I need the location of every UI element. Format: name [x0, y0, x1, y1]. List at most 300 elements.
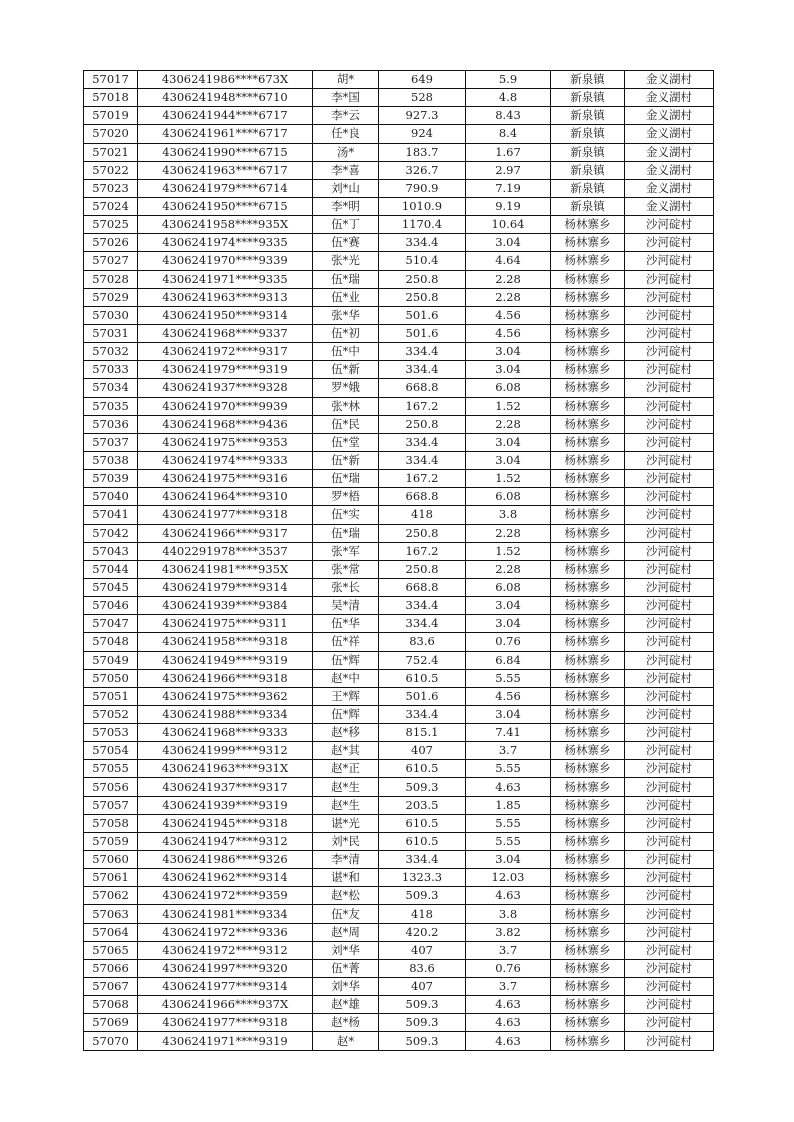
township-cell: 杨林寨乡	[551, 1014, 625, 1032]
township-cell: 杨林寨乡	[551, 578, 625, 596]
table-row	[84, 361, 714, 379]
village-cell: 沙河碇村	[625, 234, 714, 252]
table-row	[84, 324, 714, 342]
township-cell: 杨林寨乡	[551, 506, 625, 524]
name-cell: 胡*	[313, 71, 379, 89]
id-number-cell: 4306241972****9317	[138, 343, 313, 361]
township-cell: 杨林寨乡	[551, 651, 625, 669]
amount-cell: 790.9	[379, 179, 466, 197]
id-number-cell: 4306241981****935X	[138, 560, 313, 578]
name-cell: 伍*丁	[313, 216, 379, 234]
table-row	[84, 71, 714, 89]
village-cell: 金义湖村	[625, 107, 714, 125]
amount-cell: 509.3	[379, 996, 466, 1014]
name-cell: 赵*生	[313, 796, 379, 814]
area-cell: 4.8	[466, 89, 551, 107]
table-row	[84, 796, 714, 814]
village-cell: 金义湖村	[625, 125, 714, 143]
township-cell: 杨林寨乡	[551, 597, 625, 615]
id-number-cell: 4306241979****9314	[138, 578, 313, 596]
township-cell: 杨林寨乡	[551, 560, 625, 578]
village-cell: 沙河碇村	[625, 760, 714, 778]
id-number-cell: 4306241972****9336	[138, 923, 313, 941]
amount-cell: 1170.4	[379, 216, 466, 234]
village-cell: 沙河碇村	[625, 488, 714, 506]
village-cell: 沙河碇村	[625, 978, 714, 996]
name-cell: 汤*	[313, 143, 379, 161]
amount-cell: 334.4	[379, 234, 466, 252]
township-cell: 新泉镇	[551, 107, 625, 125]
table-row	[84, 125, 714, 143]
village-cell: 沙河碇村	[625, 343, 714, 361]
serial-cell: 57047	[84, 615, 138, 633]
name-cell: 张*光	[313, 252, 379, 270]
table-row	[84, 433, 714, 451]
serial-cell: 57061	[84, 869, 138, 887]
name-cell: 李*云	[313, 107, 379, 125]
amount-cell: 334.4	[379, 705, 466, 723]
amount-cell: 420.2	[379, 923, 466, 941]
area-cell: 6.84	[466, 651, 551, 669]
serial-cell: 57038	[84, 451, 138, 469]
amount-cell: 815.1	[379, 724, 466, 742]
township-cell: 杨林寨乡	[551, 814, 625, 832]
village-cell: 沙河碇村	[625, 252, 714, 270]
name-cell: 伍*友	[313, 905, 379, 923]
amount-cell: 326.7	[379, 161, 466, 179]
id-number-cell: 4306241947****9312	[138, 832, 313, 850]
name-cell: 伍*民	[313, 415, 379, 433]
township-cell: 杨林寨乡	[551, 234, 625, 252]
village-cell: 沙河碇村	[625, 1014, 714, 1032]
village-cell: 沙河碇村	[625, 887, 714, 905]
serial-cell: 57062	[84, 887, 138, 905]
area-cell: 3.04	[466, 234, 551, 252]
table-row	[84, 905, 714, 923]
serial-cell: 57024	[84, 197, 138, 215]
table-row	[84, 651, 714, 669]
township-cell: 新泉镇	[551, 179, 625, 197]
table-row	[84, 524, 714, 542]
amount-cell: 510.4	[379, 252, 466, 270]
village-cell: 沙河碇村	[625, 379, 714, 397]
name-cell: 张*常	[313, 560, 379, 578]
amount-cell: 924	[379, 125, 466, 143]
name-cell: 伍*华	[313, 615, 379, 633]
village-cell: 沙河碇村	[625, 869, 714, 887]
area-cell: 3.04	[466, 597, 551, 615]
serial-cell: 57070	[84, 1032, 138, 1050]
area-cell: 7.19	[466, 179, 551, 197]
village-cell: 沙河碇村	[625, 705, 714, 723]
amount-cell: 501.6	[379, 687, 466, 705]
name-cell: 张*林	[313, 397, 379, 415]
serial-cell: 57053	[84, 724, 138, 742]
township-cell: 杨林寨乡	[551, 760, 625, 778]
name-cell: 赵*移	[313, 724, 379, 742]
table-row	[84, 578, 714, 596]
amount-cell: 649	[379, 71, 466, 89]
township-cell: 杨林寨乡	[551, 851, 625, 869]
village-cell: 沙河碇村	[625, 796, 714, 814]
area-cell: 4.63	[466, 778, 551, 796]
amount-cell: 407	[379, 978, 466, 996]
id-number-cell: 4306241975****9311	[138, 615, 313, 633]
amount-cell: 167.2	[379, 397, 466, 415]
name-cell: 伍*堂	[313, 433, 379, 451]
area-cell: 3.04	[466, 451, 551, 469]
id-number-cell: 4306241963****931X	[138, 760, 313, 778]
name-cell: 伍*瑞	[313, 524, 379, 542]
village-cell: 沙河碇村	[625, 361, 714, 379]
serial-cell: 57019	[84, 107, 138, 125]
serial-cell: 57041	[84, 506, 138, 524]
id-number-cell: 4306241968****9337	[138, 324, 313, 342]
village-cell: 沙河碇村	[625, 542, 714, 560]
table-row	[84, 506, 714, 524]
township-cell: 杨林寨乡	[551, 451, 625, 469]
table-row	[84, 270, 714, 288]
id-number-cell: 4306241977****9318	[138, 506, 313, 524]
serial-cell: 57059	[84, 832, 138, 850]
amount-cell: 610.5	[379, 814, 466, 832]
area-cell: 5.55	[466, 814, 551, 832]
village-cell: 沙河碇村	[625, 451, 714, 469]
township-cell: 杨林寨乡	[551, 669, 625, 687]
id-number-cell: 4306241950****6715	[138, 197, 313, 215]
id-number-cell: 4306241977****9314	[138, 978, 313, 996]
table-row	[84, 397, 714, 415]
amount-cell: 501.6	[379, 324, 466, 342]
township-cell: 杨林寨乡	[551, 978, 625, 996]
township-cell: 杨林寨乡	[551, 923, 625, 941]
table-row	[84, 687, 714, 705]
village-cell: 沙河碇村	[625, 851, 714, 869]
area-cell: 4.63	[466, 1032, 551, 1050]
serial-cell: 57069	[84, 1014, 138, 1032]
name-cell: 赵*周	[313, 923, 379, 941]
table-row	[84, 1032, 714, 1050]
township-cell: 杨林寨乡	[551, 832, 625, 850]
village-cell: 沙河碇村	[625, 578, 714, 596]
serial-cell: 57067	[84, 978, 138, 996]
area-cell: 3.7	[466, 978, 551, 996]
id-number-cell: 4306241964****9310	[138, 488, 313, 506]
amount-cell: 334.4	[379, 615, 466, 633]
amount-cell: 752.4	[379, 651, 466, 669]
table-row	[84, 470, 714, 488]
serial-cell: 57022	[84, 161, 138, 179]
name-cell: 伍*祥	[313, 633, 379, 651]
id-number-cell: 4306241988****9334	[138, 705, 313, 723]
township-cell: 杨林寨乡	[551, 379, 625, 397]
amount-cell: 334.4	[379, 597, 466, 615]
area-cell: 1.52	[466, 542, 551, 560]
township-cell: 杨林寨乡	[551, 270, 625, 288]
serial-cell: 57055	[84, 760, 138, 778]
amount-cell: 501.6	[379, 306, 466, 324]
serial-cell: 57035	[84, 397, 138, 415]
area-cell: 6.08	[466, 488, 551, 506]
area-cell: 1.52	[466, 470, 551, 488]
township-cell: 杨林寨乡	[551, 687, 625, 705]
village-cell: 金义湖村	[625, 179, 714, 197]
serial-cell: 57051	[84, 687, 138, 705]
township-cell: 杨林寨乡	[551, 470, 625, 488]
serial-cell: 57039	[84, 470, 138, 488]
township-cell: 杨林寨乡	[551, 397, 625, 415]
area-cell: 5.9	[466, 71, 551, 89]
serial-cell: 57058	[84, 814, 138, 832]
serial-cell: 57065	[84, 941, 138, 959]
village-cell: 沙河碇村	[625, 959, 714, 977]
amount-cell: 334.4	[379, 361, 466, 379]
name-cell: 刘*华	[313, 978, 379, 996]
serial-cell: 57030	[84, 306, 138, 324]
village-cell: 沙河碇村	[625, 832, 714, 850]
table-row	[84, 379, 714, 397]
name-cell: 伍*新	[313, 361, 379, 379]
village-cell: 沙河碇村	[625, 397, 714, 415]
amount-cell: 668.8	[379, 379, 466, 397]
village-cell: 沙河碇村	[625, 996, 714, 1014]
village-cell: 金义湖村	[625, 71, 714, 89]
area-cell: 4.56	[466, 687, 551, 705]
name-cell: 伍*中	[313, 343, 379, 361]
id-number-cell: 4306241977****9318	[138, 1014, 313, 1032]
serial-cell: 57020	[84, 125, 138, 143]
township-cell: 杨林寨乡	[551, 742, 625, 760]
id-number-cell: 4306241970****9339	[138, 252, 313, 270]
township-cell: 新泉镇	[551, 89, 625, 107]
village-cell: 沙河碇村	[625, 651, 714, 669]
township-cell: 杨林寨乡	[551, 288, 625, 306]
table-row	[84, 161, 714, 179]
village-cell: 沙河碇村	[625, 524, 714, 542]
area-cell: 4.63	[466, 1014, 551, 1032]
serial-cell: 57054	[84, 742, 138, 760]
area-cell: 6.08	[466, 578, 551, 596]
id-number-cell: 4306241939****9319	[138, 796, 313, 814]
serial-cell: 57063	[84, 905, 138, 923]
name-cell: 刘*华	[313, 941, 379, 959]
village-cell: 金义湖村	[625, 143, 714, 161]
name-cell: 伍*瑞	[313, 470, 379, 488]
area-cell: 4.63	[466, 996, 551, 1014]
id-number-cell: 4306241958****9318	[138, 633, 313, 651]
area-cell: 4.56	[466, 306, 551, 324]
township-cell: 新泉镇	[551, 71, 625, 89]
village-cell: 沙河碇村	[625, 433, 714, 451]
village-cell: 沙河碇村	[625, 724, 714, 742]
table-row	[84, 216, 714, 234]
table-row	[84, 179, 714, 197]
name-cell: 赵*其	[313, 742, 379, 760]
amount-cell: 334.4	[379, 433, 466, 451]
table-row	[84, 197, 714, 215]
serial-cell: 57034	[84, 379, 138, 397]
area-cell: 1.85	[466, 796, 551, 814]
township-cell: 杨林寨乡	[551, 216, 625, 234]
id-number-cell: 4306241968****9333	[138, 724, 313, 742]
area-cell: 2.28	[466, 288, 551, 306]
name-cell: 赵*中	[313, 669, 379, 687]
id-number-cell: 4306241990****6715	[138, 143, 313, 161]
name-cell: 赵*松	[313, 887, 379, 905]
id-number-cell: 4306241975****9362	[138, 687, 313, 705]
id-number-cell: 4306241972****9359	[138, 887, 313, 905]
amount-cell: 509.3	[379, 1014, 466, 1032]
serial-cell: 57050	[84, 669, 138, 687]
village-cell: 沙河碇村	[625, 905, 714, 923]
amount-cell: 83.6	[379, 633, 466, 651]
amount-cell: 610.5	[379, 669, 466, 687]
serial-cell: 57049	[84, 651, 138, 669]
id-number-cell: 4306241968****9436	[138, 415, 313, 433]
table-row	[84, 705, 714, 723]
id-number-cell: 4306241971****9335	[138, 270, 313, 288]
name-cell: 罗*娥	[313, 379, 379, 397]
village-cell: 沙河碇村	[625, 633, 714, 651]
amount-cell: 509.3	[379, 1032, 466, 1050]
serial-cell: 57021	[84, 143, 138, 161]
township-cell: 杨林寨乡	[551, 542, 625, 560]
amount-cell: 668.8	[379, 578, 466, 596]
village-cell: 沙河碇村	[625, 415, 714, 433]
table-row	[84, 89, 714, 107]
id-number-cell: 4306241937****9328	[138, 379, 313, 397]
table-row	[84, 542, 714, 560]
id-number-cell: 4306241961****6717	[138, 125, 313, 143]
area-cell: 3.04	[466, 615, 551, 633]
table-row	[84, 252, 714, 270]
table-row	[84, 778, 714, 796]
village-cell: 沙河碇村	[625, 1032, 714, 1050]
township-cell: 杨林寨乡	[551, 433, 625, 451]
id-number-cell: 4306241986****9326	[138, 851, 313, 869]
township-cell: 杨林寨乡	[551, 996, 625, 1014]
name-cell: 刘*民	[313, 832, 379, 850]
table-row	[84, 724, 714, 742]
id-number-cell: 4306241963****6717	[138, 161, 313, 179]
area-cell: 3.04	[466, 343, 551, 361]
table-row	[84, 760, 714, 778]
name-cell: 李*国	[313, 89, 379, 107]
village-cell: 金义湖村	[625, 197, 714, 215]
area-cell: 8.43	[466, 107, 551, 125]
area-cell: 10.64	[466, 216, 551, 234]
village-cell: 沙河碇村	[625, 470, 714, 488]
table-row	[84, 669, 714, 687]
village-cell: 沙河碇村	[625, 306, 714, 324]
name-cell: 赵*	[313, 1032, 379, 1050]
name-cell: 张*长	[313, 578, 379, 596]
amount-cell: 528	[379, 89, 466, 107]
id-number-cell: 4306241986****673X	[138, 71, 313, 89]
amount-cell: 509.3	[379, 887, 466, 905]
serial-cell: 57018	[84, 89, 138, 107]
serial-cell: 57043	[84, 542, 138, 560]
serial-cell: 57066	[84, 959, 138, 977]
serial-cell: 57017	[84, 71, 138, 89]
serial-cell: 57029	[84, 288, 138, 306]
village-cell: 沙河碇村	[625, 687, 714, 705]
township-cell: 新泉镇	[551, 197, 625, 215]
township-cell: 新泉镇	[551, 161, 625, 179]
serial-cell: 57028	[84, 270, 138, 288]
id-number-cell: 4306241966****9318	[138, 669, 313, 687]
township-cell: 杨林寨乡	[551, 796, 625, 814]
amount-cell: 418	[379, 905, 466, 923]
area-cell: 5.55	[466, 760, 551, 778]
table-row	[84, 959, 714, 977]
name-cell: 赵*生	[313, 778, 379, 796]
name-cell: 伍*辉	[313, 705, 379, 723]
table-row	[84, 451, 714, 469]
area-cell: 2.28	[466, 270, 551, 288]
township-cell: 杨林寨乡	[551, 959, 625, 977]
name-cell: 伍*赛	[313, 234, 379, 252]
name-cell: 伍*菁	[313, 959, 379, 977]
amount-cell: 334.4	[379, 851, 466, 869]
id-number-cell: 4306241975****9316	[138, 470, 313, 488]
area-cell: 0.76	[466, 633, 551, 651]
serial-cell: 57037	[84, 433, 138, 451]
id-number-cell: 4306241950****9314	[138, 306, 313, 324]
amount-cell: 250.8	[379, 270, 466, 288]
serial-cell: 57045	[84, 578, 138, 596]
id-number-cell: 4306241966****9317	[138, 524, 313, 542]
table-row	[84, 415, 714, 433]
village-cell: 沙河碇村	[625, 288, 714, 306]
township-cell: 新泉镇	[551, 143, 625, 161]
amount-cell: 407	[379, 941, 466, 959]
township-cell: 杨林寨乡	[551, 343, 625, 361]
table-row	[84, 832, 714, 850]
name-cell: 伍*初	[313, 324, 379, 342]
serial-cell: 57060	[84, 851, 138, 869]
table-row	[84, 851, 714, 869]
township-cell: 杨林寨乡	[551, 615, 625, 633]
township-cell: 杨林寨乡	[551, 633, 625, 651]
amount-cell: 203.5	[379, 796, 466, 814]
id-number-cell: 4306241997****9320	[138, 959, 313, 977]
village-cell: 沙河碇村	[625, 742, 714, 760]
area-cell: 9.19	[466, 197, 551, 215]
village-cell: 沙河碇村	[625, 923, 714, 941]
id-number-cell: 4306241979****9319	[138, 361, 313, 379]
table-row	[84, 633, 714, 651]
table-row	[84, 978, 714, 996]
table-row	[84, 597, 714, 615]
table-row	[84, 887, 714, 905]
township-cell: 新泉镇	[551, 125, 625, 143]
amount-cell: 250.8	[379, 560, 466, 578]
id-number-cell: 4306241948****6710	[138, 89, 313, 107]
table-row	[84, 306, 714, 324]
serial-cell: 57031	[84, 324, 138, 342]
id-number-cell: 4402291978****3537	[138, 542, 313, 560]
township-cell: 杨林寨乡	[551, 1032, 625, 1050]
name-cell: 赵*杨	[313, 1014, 379, 1032]
id-number-cell: 4306241974****9335	[138, 234, 313, 252]
name-cell: 罗*梧	[313, 488, 379, 506]
village-cell: 沙河碇村	[625, 506, 714, 524]
table-row	[84, 923, 714, 941]
table-row	[84, 343, 714, 361]
id-number-cell: 4306241949****9319	[138, 651, 313, 669]
area-cell: 4.63	[466, 887, 551, 905]
